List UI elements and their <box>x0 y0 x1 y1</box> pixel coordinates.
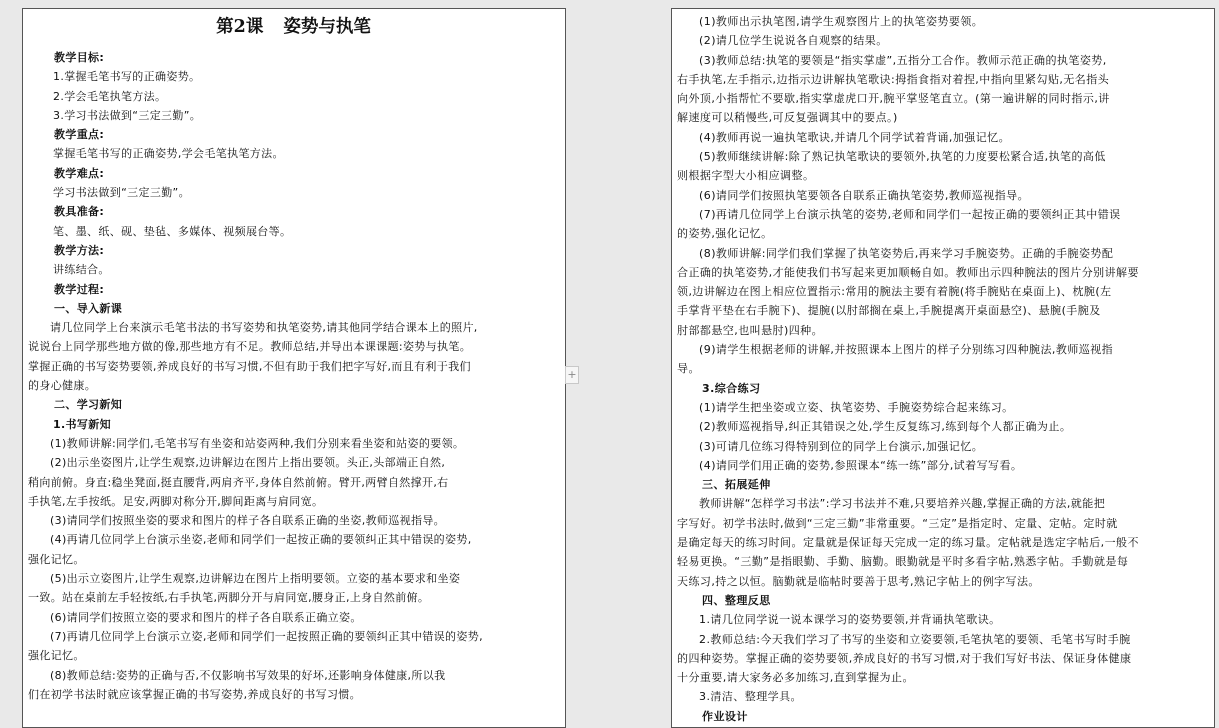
section-new-knowledge-heading: 二、学习新知 <box>54 398 123 412</box>
paragraph-line: 们在初学书法时就应该掌握正确的书写姿势,养成良好的书写习惯。 <box>28 687 361 701</box>
document-page-right <box>671 8 1215 728</box>
method-text: 讲练结合。 <box>53 263 110 277</box>
difficulty-text: 学习书法做到“三定三勤”。 <box>53 186 190 200</box>
section-intro-heading: 一、导入新课 <box>54 301 123 315</box>
paragraph-line: 字写好。初学书法时,做到“三定三勤”非常重要。“三定”是指定时、定量、定帖。定时就 <box>677 516 1118 530</box>
paragraph-line: 请几位同学上台来演示毛笔书法的书写姿势和执笔姿势,请其他同学结合课本上的照片, <box>50 321 478 335</box>
paragraph-line: (9)请学生根据老师的讲解,并按照课本上图片的样子分别练习四种腕法,教师巡视指 <box>699 343 1114 357</box>
paragraph-line: (3)教师总结:执笔的要领是“指实掌虚”,五指分工合作。教师示范正确的执笔姿势, <box>699 53 1107 67</box>
paragraph-line: 的姿势,强化记忆。 <box>677 227 773 241</box>
page-right-content <box>677 12 1208 726</box>
paragraph-line: 1.请几位同学说一说本课学习的姿势要领,并背诵执笔歌诀。 <box>699 613 1001 627</box>
process-heading: 教学过程: <box>54 282 105 296</box>
paragraph-line: 右手执笔,左手指示,边指示边讲解执笔歌诀:拇指食指对着捏,中指向里紧勾贴,无名指头 <box>677 72 1110 86</box>
paragraph-line: (6)请同学们按照执笔要领各自联系正确执笔姿势,教师巡视指导。 <box>699 188 1030 202</box>
paragraph-line: (5)出示立姿图片,让学生观察,边讲解边在图片上指明要领。立姿的基本要求和坐姿 <box>50 572 461 586</box>
paragraph-line: (7)再请几位同学上台演示立姿,老师和同学们一起按照正确的要领纠正其中错误的姿势, <box>50 629 483 643</box>
paragraph-line: (8)教师讲解:同学们我们掌握了执笔姿势后,再来学习手腕姿势。正确的手腕姿势配 <box>699 246 1114 260</box>
paragraph-line: 教师讲解“怎样学习书法”:学习书法并不难,只要培养兴趣,掌握正确的方法,就能把 <box>699 497 1106 511</box>
lesson-number: 第2课 <box>216 17 264 37</box>
paragraph-line: 十分重要,请大家务必多加练习,直到掌握为止。 <box>677 671 914 685</box>
subsection-writing-heading: 1.书写新知 <box>53 417 111 431</box>
lesson-title <box>28 12 559 42</box>
paragraph-line: 掌握正确的书写姿势要领,养成良好的书写习惯,不但有助于我们把字写好,而且有利于我们 <box>28 359 471 373</box>
paragraph-line: 手掌背平垫在右手腕下)、提腕(以肘部搁在桌上,手腕提离开桌面悬空)、悬腕(手腕及 <box>677 304 1101 318</box>
key-points-heading: 教学重点: <box>54 128 105 142</box>
paragraph-line: 强化记忆。 <box>28 649 85 663</box>
paragraph-line: 导。 <box>677 362 700 376</box>
paragraph-line: (2)请几位学生说说各自观察的结果。 <box>699 34 888 48</box>
paragraph-line: 的身心健康。 <box>28 379 97 393</box>
paragraph-line: (6)请同学们按照立姿的要求和图片的样子各自联系正确立姿。 <box>50 610 362 624</box>
page-left-content <box>28 12 559 704</box>
paragraph-line: (3)可请几位练习得特别到位的同学上台演示,加强记忆。 <box>699 439 984 453</box>
paragraph-line: 是确定每天的练习时间。定量就是保证每天完成一定的练习量。定帖就是选定字帖后,一般不 <box>677 536 1139 550</box>
section-extension-heading: 三、拓展延伸 <box>702 478 771 492</box>
paragraph-line: (4)再请几位同学上台演示坐姿,老师和同学们一起按正确的要领纠正其中错误的姿势, <box>50 533 472 547</box>
paragraph-line: 天练习,持之以恒。脑勤就是临帖时要善于思考,熟记字帖上的例字写法。 <box>677 574 1040 588</box>
paragraph-line: (2)教师巡视指导,纠正其错误之处,学生反复练习,练到每个人都正确为止。 <box>699 420 1072 434</box>
paragraph-line: 稍向前俯。身直:稳坐凳面,挺直腰背,两肩齐平,身体自然前俯。臂开,两臂自然撑开,右 <box>28 475 449 489</box>
paragraph-line: 的四种姿势。掌握正确的姿势要领,养成良好的书写习惯,对于我们写好书法、保证身体健康 <box>677 651 1132 665</box>
subsection-practice-heading: 3.综合练习 <box>702 381 761 395</box>
paragraph-line: 领,边讲解边在图上相应位置指示:常用的腕法主要有着腕(将手腕贴在桌面上)、枕腕(左 <box>677 285 1112 299</box>
paragraph-line: (5)教师继续讲解:除了熟记执笔歌诀的要领外,执笔的力度要松紧合适,执笔的高低 <box>699 150 1106 164</box>
section-reflection-heading: 四、整理反思 <box>702 593 771 607</box>
paragraph-line: 轻易更换。“三勤”是指眼勤、手勤、脑勤。眼勤就是平时多看字帖,熟悉字帖。手勤就是每 <box>677 555 1129 569</box>
paragraph-line: (2)出示坐姿图片,让学生观察,边讲解边在图片上指出要领。头正,头部端正自然, <box>50 456 446 470</box>
objective-line: 3.学习书法做到“三定三勤”。 <box>53 108 202 122</box>
paragraph-line: 合正确的执笔姿势,才能使我们书写起来更加顺畅自如。教师出示四种腕法的图片分别讲解要 <box>677 265 1139 279</box>
paragraph-line: 解速度可以稍慢些,可反复强调其中的要点。) <box>677 111 898 125</box>
paragraph-line: 手执笔,左手按纸。足安,两脚对称分开,脚间距离与肩同宽。 <box>28 494 324 508</box>
lesson-name: 姿势与执笔 <box>283 17 371 37</box>
paragraph-line: 3.清洁、整理学具。 <box>699 690 802 704</box>
paragraph-line: 则根据字型大小相应调整。 <box>677 169 815 183</box>
objectives-heading: 教学目标: <box>54 51 105 64</box>
paragraph-line: 说说台上同学那些地方做的像,那些地方有不足。教师总结,并导出本课课题:姿势与执笔。 <box>28 340 472 354</box>
paragraph-line: 2.教师总结:今天我们学习了书写的坐姿和立姿要领,毛笔执笔的要领、毛笔书写时手腕 <box>699 632 1131 646</box>
paragraph-line: (1)教师出示执笔图,请学生观察图片上的执笔姿势要领。 <box>699 15 984 28</box>
document-page-left <box>22 8 566 728</box>
paragraph-line: 向外顶,小指帮忙不要歇,指实掌虚虎口开,腕平掌竖笔直立。(第一遍讲解的同时指示,讲 <box>677 92 1110 106</box>
paragraph-line: 强化记忆。 <box>28 552 85 566</box>
paragraph-line: 肘部都悬空,也叫悬肘)四种。 <box>677 323 824 337</box>
preparation-heading: 教具准备: <box>54 205 105 219</box>
preparation-text: 笔、墨、纸、砚、垫毡、多媒体、视频展台等。 <box>53 224 292 238</box>
paragraph-line: 一致。站在桌前左手轻按纸,右手执笔,两脚分开与肩同宽,腰身正,上身自然前俯。 <box>28 591 430 605</box>
difficulty-heading: 教学难点: <box>54 166 105 180</box>
paragraph-line: (8)教师总结:姿势的正确与否,不仅影响书写效果的好坏,还影响身体健康,所以我 <box>50 668 446 682</box>
homework-heading: 作业设计 <box>702 709 748 723</box>
objective-line: 2.学会毛笔执笔方法。 <box>53 89 167 103</box>
paragraph-line: (1)请学生把坐姿或立姿、执笔姿势、手腕姿势综合起来练习。 <box>699 400 1014 414</box>
paragraph-line: (4)请同学们用正确的姿势,参照课本“练一练”部分,试着写写看。 <box>699 458 1023 472</box>
objective-line: 1.掌握毛笔书写的正确姿势。 <box>53 70 201 84</box>
paragraph-line: (4)教师再说一遍执笔歌诀,并请几个同学试着背诵,加强记忆。 <box>699 130 1011 144</box>
page-add-handle[interactable]: + <box>565 366 579 384</box>
paragraph-line: (7)再请几位同学上台演示执笔的姿势,老师和同学们一起按正确的要领纠正其中错误 <box>699 207 1121 221</box>
method-heading: 教学方法: <box>54 243 105 257</box>
key-points-text: 掌握毛笔书写的正确姿势,学会毛笔执笔方法。 <box>53 147 284 161</box>
paragraph-line: (1)教师讲解:同学们,毛笔书写有坐姿和站姿两种,我们分别来看坐姿和站姿的要领。 <box>50 436 465 450</box>
paragraph-line: (3)请同学们按照坐姿的要求和图片的样子各自联系正确的坐姿,教师巡视指导。 <box>50 514 446 528</box>
